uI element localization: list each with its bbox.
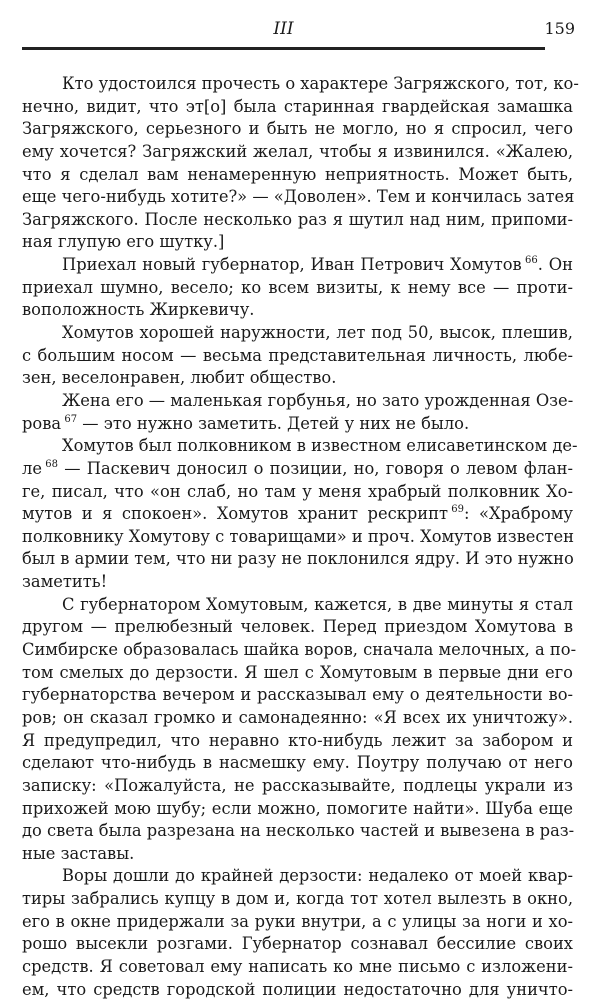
line-text: ров; он сказал громко и самонадеянно: «Я всех их уничтожу». [22, 707, 573, 727]
line-text: сделают что-нибудь в насмешку ему. Поутру получаю от него [22, 753, 573, 773]
text-line [22, 616, 573, 639]
line-text: нечно, видит, что эт[о] была старинная гвардейская замашка [22, 96, 573, 116]
text-line [22, 390, 573, 413]
line-text-continued: . Он [537, 255, 573, 275]
text-line [22, 458, 573, 481]
text-line [22, 526, 573, 549]
line-text: был в армии тем, что ни разу не поклонился ядру. И это нужно [22, 549, 574, 569]
text-line [22, 186, 573, 209]
header-rule [22, 47, 545, 50]
text-line [22, 277, 573, 300]
text-line [22, 820, 573, 843]
line-text: воположность Жиркевичу. [22, 300, 255, 320]
line-text: заметить! [22, 572, 108, 592]
line-text: Загряжского. После несколько раз я шутил над ним, припоми- [22, 209, 573, 229]
line-text: том смелых до дерзости. Я шел с Хомутовым в первые дни его [22, 662, 573, 682]
line-text: Симбирске образовалась шайка воров, сначала мелочных, а по- [22, 640, 577, 660]
text-line [22, 865, 573, 888]
line-text: до света была разрезана на несколько частей и вывезена в раз- [22, 821, 575, 841]
line-text-continued: — Паскевич доносил о позиции, но, говоря о левом флан- [57, 458, 573, 478]
line-text: ле [22, 458, 42, 478]
line-text: мутов и я спокоен». Хомутов хранит рескрипт [22, 504, 449, 524]
text-line [22, 231, 573, 254]
text-line [22, 481, 573, 504]
text-line [22, 367, 573, 390]
text-line [22, 435, 578, 458]
line-text: рошо высекли розгами. Губернатор сознавал бессилие своих [22, 934, 573, 954]
text-line [22, 979, 573, 1001]
line-text: приехал шумно, весело; ко всем визиты, к нему все — проти- [22, 277, 573, 297]
text-line [22, 164, 573, 187]
line-text: записку: «Пожалуйста, не рассказывайте, подлецы украли из [22, 775, 573, 795]
text-line [22, 209, 573, 232]
text-line [22, 345, 573, 368]
text-line [22, 752, 573, 775]
text-line [22, 594, 573, 617]
line-text: Хомутов хорошей наружности, лет под 50, высок, плешив, [62, 323, 573, 343]
text-line [22, 299, 573, 322]
text-line [22, 96, 573, 119]
text-line [22, 548, 573, 571]
line-text: С губернатором Хомутовым, кажется, в две минуты я стал [62, 594, 573, 614]
text-line [22, 775, 573, 798]
running-head: III [273, 19, 294, 39]
line-text: полковнику Хомутову с товарищами» и проч. Хомутов известен [22, 526, 575, 546]
text-line [22, 322, 573, 345]
body-text [22, 73, 579, 1001]
text-line [22, 73, 579, 96]
line-text: ем, что средств городской полиции недостаточно для уничто- [22, 979, 573, 999]
line-text: ные заставы. [22, 843, 135, 863]
text-line [22, 707, 573, 730]
footnote-ref: 69 [451, 504, 465, 516]
footnote-ref: 68 [45, 458, 58, 470]
line-text: Воры дошли до крайней дерзости: недалеко от моей квар- [62, 866, 573, 886]
text-line [22, 911, 573, 934]
text-line [22, 141, 573, 164]
text-line [22, 888, 573, 911]
line-text: ге, писал, что «он слаб, но там у меня храбрый полковник Хо- [22, 481, 573, 501]
line-text: зен, веселонравен, любит общество. [22, 368, 337, 388]
page-number: 159 [544, 19, 575, 38]
line-text: губернаторства вечером и рассказывал ему о деятельности во- [22, 685, 573, 705]
line-text: еще чего-нибудь хотите?» — «Доволен». Тем и кончилась затея [22, 187, 575, 207]
text-line [22, 639, 577, 662]
line-text: что я сделал вам ненамеренную неприятность. Может быть, [22, 164, 573, 184]
text-line [22, 684, 573, 707]
line-text: ная глупую его шутку.] [22, 232, 225, 252]
text-line [22, 662, 573, 685]
text-line [22, 933, 573, 956]
line-text: другом — прелюбезный человек. Перед приездом Хомутова в [22, 617, 573, 637]
line-text: тиры забрались купцу в дом и, когда тот хотел вылезть в окно, [22, 889, 573, 909]
text-line [22, 413, 573, 436]
text-line [22, 956, 573, 979]
line-text-continued: : «Храброму [464, 504, 573, 524]
line-text-continued: — это нужно заметить. Детей у них не было. [77, 413, 470, 433]
text-line [22, 730, 573, 753]
text-line [22, 503, 573, 526]
line-text: средств. Я советовал ему написать ко мне письмо с изложени- [22, 956, 573, 976]
line-text: прихожей мою шубу; если можно, помогите найти». Шуба еще [22, 798, 573, 818]
line-text: с большим носом — весьма представительная личность, любе- [22, 345, 573, 365]
line-text: Хомутов был полковником в известном елисаветинском де- [62, 436, 578, 456]
text-line [22, 798, 573, 821]
line-text: Приехал новый губернатор, Иван Петрович Хомутов [62, 255, 522, 275]
line-text: ему хочется? Загряжский желал, чтобы я извинился. «Жалею, [22, 141, 573, 161]
line-text: Загряжского, серьезного и быть не могло, но я спросил, чего [22, 119, 573, 139]
text-line [22, 571, 573, 594]
text-line [22, 254, 573, 277]
line-text: Кто удостоился прочесть о характере Загряжского, тот, ко- [62, 74, 579, 93]
line-text: Жена его — маленькая горбунья, но зато урожденная Озе- [62, 390, 574, 410]
footnote-ref: 66 [524, 255, 538, 267]
text-line [22, 843, 573, 866]
line-text: Я предупредил, что неравно кто-нибудь лежит за забором и [22, 730, 573, 750]
line-text: его в окне придержали за руки внутри, а с улицы за ноги и хо- [22, 911, 573, 931]
footnote-ref: 67 [64, 413, 78, 425]
text-line [22, 118, 573, 141]
line-text: рова [22, 413, 62, 433]
page-header [22, 18, 575, 40]
